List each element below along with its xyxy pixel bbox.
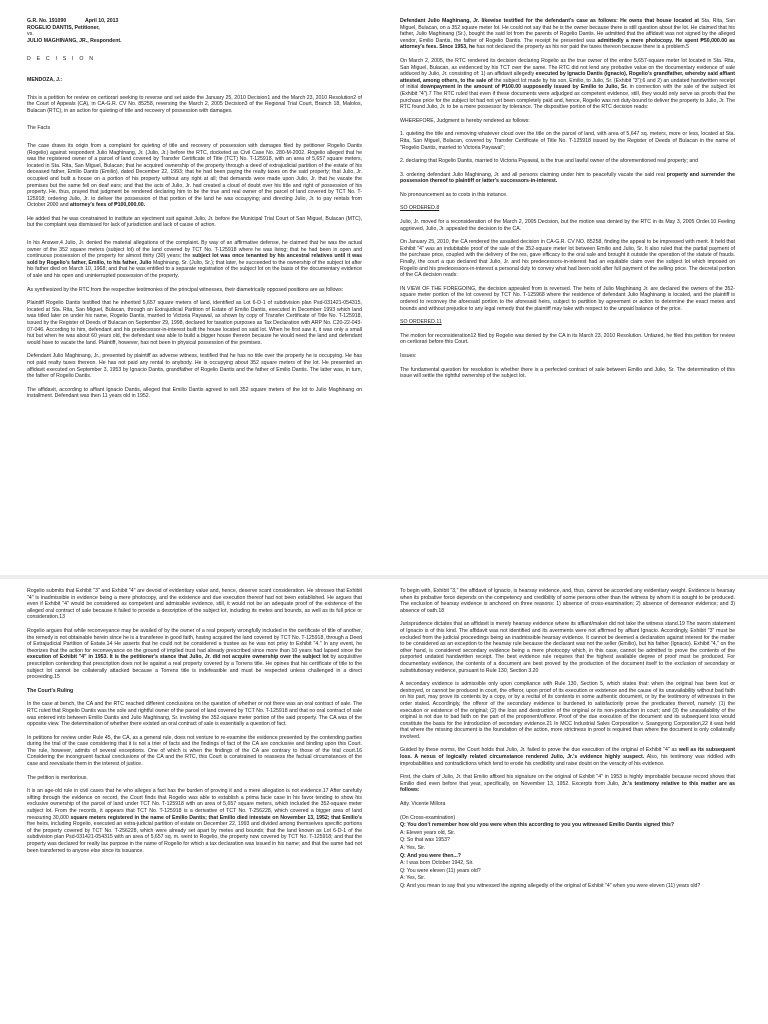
ponente: MENDOZA, J.: <box>27 76 63 83</box>
highlighted-text: downpayment in the amount of ₱100.00 supposedly issued by Emilio to Julio, Sr. <box>420 84 628 91</box>
section-heading: Issues: <box>400 352 417 359</box>
paragraph: The fundamental question for resolution is whether there is a perfected contract of sale between Emilio and Julio, Sr. The determination of this issue will settle the rightful ownership of the subject lot. <box>400 366 735 380</box>
paragraph: Julio, Jr. moved for a reconsideration of the March 2, 2005 Decision, but the motion was denied by the RTC in its May 3, 2005 Order.10 Feeling aggrieved, Julio, Jr. appealed the decision to the CA. <box>400 219 735 232</box>
paragraph: Defendant Julio Maghinang, Jr. likewise testified for the defendant's case as follows: He owns that house located at Sta. Rita, San Miguel, Bulacan, on a 352 square meter lot. He could not say that he is the owner because there is still question about the lot. He claimed that his father, Julio Maghinang (Sr.), bought the said lot from the parents of Rogelio Dantis. He admitted that the affidavit was not signed by the alleged vendor, Emilio Dantis, the father of Rogelio Dantis. The receipt he presented was admittedly a mere photocopy. He spent ₱50,000.00 as attorney's fees. Since 1953, he has not declared the property as his nor paid the taxes thereon because there is a problem.5 <box>400 18 735 51</box>
paragraph: The affidavit, according to affiant Ignacio Dantis, alleged that Emilio Dantis agreed to sell 352 square meters of the lot to Julio Maghinang on installment. Defendant was then 11 years old in 1952. <box>27 386 362 400</box>
attorney-name: Atty. Vicente Millora <box>400 801 446 808</box>
paragraph: As synthesized by the RTC from the respective testimonies of the principal witnesses, their diametrically opposed positions are as follows: <box>27 286 344 293</box>
page2-right-column <box>400 588 735 891</box>
paragraph: On March 2, 2005, the RTC rendered its decision declaring Rogelio as the true owner of the entire 5,657-square meter lot located in Sta. Rita, San Miguel, Bulacan, as evidenced by his TCT over the same. The RTC did not lend any probative value on the documentary evidence of sale adduced by Julio, Jr. consisting of: 1) an affidavit allegedly executed by Ignacio Dantis (Ignacio), Rogelio's grandfather, whereby said affiant attested, among others, to the sale of the subject lot made by his son, Emilio, to Julio, Sr. (Exhibit "3");6 and 2) an undated handwritten receipt of initial downpayment in the amount of ₱100.00 supposedly issued by Emilio to Julio, Sr. in connection with the sale of the subject lot (Exhibit "4").7 The RTC ruled that even if these documents were adjudged as competent evidence, still, they would only serve as proofs that the purchase price for the subject lot had not yet been completely paid and, hence, Rogelio was not duty-bound to deliver the property to Julio, Jr. The RTC found Julio, Jr. to be a mere possessor by tolerance. The dispositive portion of the RTC decision reads: <box>400 57 736 111</box>
page1-left-column <box>27 18 362 407</box>
paragraph: Jurisprudence dictates that an affidavit is merely hearsay evidence where its affiant/maker did not take the witness stand.19 The sworn statement of Ignacio is of this kind. The affidavit was not identified and its averments were not affirmed by affiant Ignacio. Accordingly, Exhibit "3" must be excluded from the judicial proceedings being an inadmissible hearsay evidence. It cannot be deemed a declaration against interest for the matter to be considered as an exception to the hearsay rule because the declarant was not the seller (Emilio), but his father (Ignacio). Exhibit "4," on the other hand, is considered secondary evidence being a mere photocopy which, in this case, cannot be admitted to prove the contents of the purported undated handwritten receipt. The best evidence rule requires that the highest available degree of proof must be produced. For documentary evidence, the contents of a document are best proved by the production of the document itself to the exclusion of secondary or substitutionary evidence, pursuant to Rule 130, Section 3.20 <box>400 621 735 674</box>
transcript-answer: A: Eleven years old, Sir. <box>400 829 456 836</box>
paragraph: No pronouncement as to costs in this instance. <box>400 191 508 198</box>
paragraph: IN VIEW OF THE FOREGOING, the decision appealed from is reversed. The heirs of Julio Maghinang Jr. are declared the owners of the 352-square meter portion of the lot covered by TCT No. T-125968 where the residence of defendant Julio Maghinang is located, and the plaintiff is ordered to reconvey the aforesaid portion to the aforesaid heirs, subject to partition by agreement or action to determine the exact metes and bounds and without prejudice to any legal remedy that the plaintiff may take with respect to the unpaid balance of the price. <box>400 285 735 312</box>
paragraph: To begin with, Exhibit "3," the affidavit of Ignacio, is hearsay evidence, and, thus, cannot be accorded any evidentiary weight. Evidence is hearsay when its probative force depends on the competency and credibility of some persons other than the witness by whom it is sought to be produced. The exclusion of hearsay evidence is anchored on three reasons: 1) absence of cross-examination; 2) absence of demeanor evidence; and 3) absence of oath.18 <box>400 588 735 614</box>
dispositive-item: 3. ordering defendant Julio Maghinang, Jr. and all persons claiming under him to peacefully vacate the said real property and surrender the possession thereof to plaintiff or latter's successors-in-interest. <box>400 171 735 185</box>
paragraph: He added that he was constrained to institute an ejectment suit against Julio, Jr. before the Municipal Trial Court of San Miguel, Bulacan (MTC), but the complaint was dismissed for lack of jurisdiction and lack of cause of action. <box>27 215 362 229</box>
so-ordered: SO ORDERED.8 <box>400 205 440 212</box>
petitioner-name: ROGELIO DANTIS, Petitioner, <box>27 24 100 31</box>
highlighted-text: Jr.'s testimony relative to this matter are as follows: <box>400 780 735 794</box>
highlighted-text: executed by Ignacio Dantis (Ignacio), Rogelio's grandfather, whereby said affiant attested, among others, to the sale of <box>400 71 736 84</box>
paragraph: WHEREFORE, Judgment is hereby rendered as follows: <box>400 117 530 124</box>
respondent-name: JULIO MAGHINANG, JR., Respondent. <box>27 37 122 44</box>
transcript-answer: A: Yes, Sir. <box>400 875 426 882</box>
page1-right-column <box>400 18 735 387</box>
paragraph: Guided by these norms, the Court holds that Julio, Jr. failed to prove the due execution of the original of Exhibit "4" as well as its subsequent loss. A nexus of logically related circumstance rendered Julio, Jr.'s evidence highly suspect. Also, his testimony was riddled with improbabilities and contradictions which tend to erode his credibility and raise doubt on the veracity of his evidence. <box>400 747 736 767</box>
decision-heading: D E C I S I O N <box>27 56 96 63</box>
transcript-question: Q: And you mean to say that you witnessed the signing allegedly of the original of Exhibit "4" when you were eleven (11) years old? <box>400 882 701 889</box>
highlighted-text: admittedly a mere photocopy. He spent ₱50,000.00 as attorney's fees. Since 1953, he <box>400 37 735 51</box>
so-ordered: SO ORDERED.11 <box>400 319 442 326</box>
transcript-question: Q: You don't remember how old you were when this according to you you witnessed Emilio Dantis signed this? <box>400 822 674 829</box>
highlighted-text: attorney's fees of ₱100,000.00. <box>69 202 146 209</box>
versus: vs. <box>27 31 34 38</box>
transcript-question: Q: And you were then...? <box>400 852 461 859</box>
highlighted-text: square meters registered in the name of Emilio Dantis; that Emilio died intestate on November 13, 1952; that Emilio's <box>70 814 362 821</box>
paragraph: It is an age-old rule in civil cases that he who alleges a fact has the burden of proving it and a mere allegation is not evidence.17 After carefully sifting through the evidence on record, the Court finds that Rogelio was able to establish a prima facie case in his favor tending to show his exclusive ownership of the parcel of land under TCT No. T-125918 with an area of 5,657 square meters, which included the 352-square meter subject lot. From the records, it appears that TCT No. T-125918 is a derivative of TCT No. T-256228, which covered a bigger area of land measuring 30,000 square meters registered in the name of Emilio Dantis; that Emilio died intestate on November 13, 1952; that Emilio's five heirs, including Rogelio, executed an extra-judicial partition of estate on December 22, 1993 and divided among themselves specific portions of the property covered by TCT No. T-256228, which were already set apart by metes and bounds; that the land known as Lot 6-D-1 of the subdivision plan Psd-031421-054315 with an area of 5,657 sq. m. went to Rogelio, the property now covered by TCT No. T-125918; and that the property was declared for realty tax purpose in the name of Rogelio for which a tax declaration was issued in his name; and that the same had not been transferred to anyone else since its issuance. <box>27 788 362 854</box>
transcript-question: Q: You were eleven (11) years old? <box>400 867 481 874</box>
paragraph: First, the claim of Julio, Jr. that Emilio affixed his signature on the original of Exhibit "4" in 1953 is highly improbable because record shows that Emilio died even before that year, specifically, on November 13, 1952. Excerpts from Julio, Jr.'s testimony relative to this matter are as follows: <box>400 774 735 794</box>
page2-left-column <box>27 588 362 861</box>
transcript-line: (On Cross-examination) <box>400 814 456 821</box>
paragraph: This is a petition for review on certiorari seeking to reverse and set aside the January 25, 2010 Decision1 and the March 23, 2010 Resolution2 of the Court of Appeals (CA), in CA-G.R. CV No. 85258, reversing the March 2, 2005 Decision3 of the Regional Trial Court, Branch 18, Malolos, Bulacan (RTC), in an action for quieting of title and recovery of possession with damages. <box>27 94 362 114</box>
paragraph: Rogelio submits that Exhibit "3" and Exhibit "4" are devoid of evidentiary value and, hence, deserve scant consideration. He stresses that Exhibit "4" is inadmissible in evidence being a mere photocopy, and the existence and due execution thereof had not been established. He argues that even if Exhibit "4" would be considered as competent and admissible evidence, still, it would not be an adequate proof of the existence of the alleged oral contract of sale because it failed to provide a description of the subject lot, including its metes and bounds, as well as its full price or consideration.13 <box>27 588 362 621</box>
transcript <box>400 815 735 890</box>
highlighted-text: execution of Exhibit "4" in 1953. It is the petitioner's stance that Julio, Jr. did not acquire ownership over the subject lot <box>27 654 329 661</box>
section-heading: The Facts <box>27 125 51 132</box>
transcript-question: Q: So that was 1953? <box>400 837 450 844</box>
paragraph: The motion for reconsideration12 filed by Rogelio was denied by the CA in its March 23, 2010 Resolution. Unfazed, he filed this petition for review on certiorari before this Court. <box>400 332 735 346</box>
paragraph: Plaintiff Rogelio Dantis testified that he inherited 5,657 square meters of land, identified as Lot 6-D-1 of subdivision plan Psd-031421-054315, located at Sta. Rita, San Miguel, Bulacan, through an Extrajudicial Partition of Estate of Emilio Dantis, executed in December 1993 which land was titled later on under his name, Rogelio Dantis, married to Victoria Payawal, as shown by copy of Transfer Certificate of Title No. T-125918, issued by the Register of Deeds of Bulacan on September 29, 1998, declared for taxation purposes as Tax Declaration with ARP No. C20-22-043-07-046. According to him, defendant and his predecessor-in-interest built the house located on said lot. When he first saw it, it was only a small hut but when he was about 60 years old, the defendant was able to build a bigger house thereon because he would need the land and defendant would have to vacate the land. Plaintiff, however, has not been in physical possession of the premises. <box>27 300 362 346</box>
case-date: April 10, 2013 <box>84 18 119 24</box>
paragraph: In the case at bench, the CA and the RTC reached different conclusions on the question of whether or not there was an oral contract of sale. The RTC ruled that Rogelio Dantis was the sole and rightful owner of the parcel of land covered by TCT No. T-125918 and that no oral contract of sale was entered into between Emilio Dantis and Julio Maghinang, Sr. involving the 352-square meter portion of the said property. The CA was of the opposite view. The determination of whether there existed an oral contract of sale is essentially a question of fact. <box>27 701 362 728</box>
case-header <box>27 18 362 44</box>
page-divider <box>0 575 768 579</box>
paragraph: Rogelio argues that while reconveyance may be availed of by the owner of a real property wrongfully included in the certificate of title of another, the remedy is not obtainable herein since he is a transferee in good faith, having acquired the land covered by TCT No. T-125918, through a Deed of Extrajudicial Partition of Estate.14 He asserts that he could not be considered a trustee as he was not privy to Exhibit "4." In any event, he theorizes that the action for reconveyance on the ground of implied trust had already prescribed since more than 10 years had lapsed since the execution of Exhibit "4" in 1953. It is the petitioner's stance that Julio, Jr. did not acquire ownership over the subject lot by acquisitive prescription contending that prescription does not lie against a real property covered by a Torrens title. He opines that his certificate of title to the subject lot cannot be collaterally attacked because a Torrens title is indefeasible and must be respected unless challenged in a direct proceeding.15 <box>27 627 363 681</box>
paragraph: In petitions for review under Rule 45, the CA, as a general rule, does not venture to re-examine the evidence presented by the contending parties during the trial of the case considering that it is not a trier of facts and the findings of fact of the CA are conclusive and binding upon this Court. The rule, however, admits of several exceptions. One of which is when the findings of the CA are contrary to those of the trial court.16 Considering the incongruent factual conclusions of the CA and the RTC, this Court is constrained to reassess the factual circumstances of the case and reevaluate them in the interest of justice. <box>27 734 362 768</box>
paragraph: Defendant Julio Maghinang, Jr., presented by plaintiff as adverse witness, testified that he has no title over the property he is occupying. He has not paid realty taxes thereon. He has not paid any rental to anybody. He is occupying about 352 square meters of the lot. He presented an affidavit executed on September 3, 1953 by Ignacio Dantis, grandfather of Rogelio Dantis and the father of Emilio Dantis. The latter was, in turn, the father of Rogelio Dantis. <box>27 353 362 380</box>
highlighted-text: Defendant Julio Maghinang, Jr. likewise testified for the defendant's case as follows: He owns that house located at <box>400 18 699 24</box>
transcript-answer: A: I was born October 1942, Sir. <box>400 860 474 867</box>
dispositive-item: 2. declaring that Rogelio Dantis, married to Victoria Payawal, is the true and lawful owner of the aforementioned real property; and <box>400 158 699 165</box>
paragraph: The petition is meritorious. <box>27 774 88 781</box>
paragraph: In his Answer,4 Julio, Jr. denied the material allegations of the complaint. By way of an affirmative defense, he claimed that he was the actual owner of the 352 square meters (subject lot) of the land covered by TCT No. T-125918 where he was living; that he had been in open and continuous possession of the property for almost thirty (30) years; the subject lot was once tenanted by his ancestral relatives until it was sold by Rogelio's father, Emilio, to his father, Julio Maghinang, Sr. (Julio, Sr.); that later, he succeeded to the ownership of the subject lot after his father died on March 10, 1968; and that he was entitled to a separate registration of the subject lot on the basis of the documentary evidence of sale and his open and uninterrupted possession of the property. <box>27 240 362 280</box>
transcript-answer: A: Yes, Sir. <box>400 845 426 851</box>
paragraph: A secondary evidence is admissible only upon compliance with Rule 130, Section 5, which states that: when the original has been lost or destroyed, or cannot be produced in court, the offeror, upon proof of its execution or existence and the cause of its unavailability without bad faith on his part, may prove its contents by a copy, or by a recital of its contents in some authentic document, or by the testimony of witnesses in the order stated. Accordingly, the offeror of the secondary evidence is burdened to satisfactorily prove the predicates thereof, namely: (1) the execution or existence of the original; (2) the loss and destruction of the original or its non-production in court; and (3) the unavailability of the original is not due to bad faith on the part of the proponent/offeror. Proof of the due execution of the document and its subsequent loss would constitute the basis for the introduction of secondary evidence.21 In MCC Industrial Sales Corporation v. Ssangyong Corporation,22 it was held that where the missing document is the foundation of the action, more strictness in proof is required than where the document is only collaterally involved. <box>400 681 735 740</box>
case-number: G.R. No. 191090 <box>27 18 67 24</box>
section-heading: The Court's Ruling <box>27 687 74 694</box>
highlighted-text: property and surrender the possession thereof to plaintiff or latter's successors-in-interest. <box>400 171 735 185</box>
highlighted-text: subject lot was once tenanted by his ancestral relatives until it was sold by Rogelio's father, Emilio, to his father, Julio <box>27 253 362 266</box>
dispositive-item: 1. quieting the title and removing whatever cloud over the title on the parcel of land, with area of 5,647 sq. meters, more or less, located at Sta. Rita, San Miguel, Bulacan, covered by Transfer Certificate of Title No. T-125918 issued by the Register of Deeds of Bulacan in the name of "Rogelio Dantis, married to Victoria Payawal"; <box>400 131 735 151</box>
paragraph: On January 25, 2010, the CA rendered the assailed decision in CA-G.R. CV NO. 85258, finding the appeal to be impressed with merit. It held that Exhibit "4" was an indubitable proof of the sale of the 352-square meter lot between Emilio and Julio, Sr. It also ruled that the partial payment of the purchase price, coupled with the delivery of the res, gave efficacy to the oral sale and brought it outside the operation of the statute of frauds. Finally, the court a quo declared that Julio, Jr. and his predecessors-in-interest had an equitable claim over the subject lot which imposed on Rogelio and his predecessors-in-interest a personal duty to convey what had been sold after full payment of the selling price. The decretal portion of the CA decision reads: <box>400 239 735 279</box>
paragraph: The case draws its origin from a complaint for quieting of title and recovery of possession with damages filed by petitioner Rogelio Dantis (Rogelio) against respondent Julio Maghinang, Jr. (Julio, Jr.) before the RTC, docketed as Civil Case No. 280-M-2002. Rogelio alleged that he was the registered owner of a parcel of land covered by Transfer Certificate of Title (TCT) No. T-125918, with an area of 5,657 square meters, located in Sta. Rita, San Miguel, Bulacan; that he acquired ownership of the property through a deed of extrajudicial partition of the estate of his deceased father, Emilio Dantis (Emilio), dated December 22, 1993; that he had been paying the realty taxes on the said property; that Julio, Jr. occupied and built a house on a portion of his property without any right at all; that demands were made upon Julio, Jr. that he vacate the premises but the same fell on deaf ears; and that the acts of Julio, Jr. had created a cloud of doubt over his title and right of possession of his property. He, thus, prayed that judgment be rendered declaring him to be the true and real owner of the parcel of land covered by TCT No. T-125918; ordering Julio, Jr. to deliver the possession of that portion of the land he was occupying; and directing Julio, Jr. to pay rentals from October 2000 and attorney's fees of ₱100,000.00. <box>27 142 362 209</box>
highlighted-text: well as its subsequent loss. A nexus of logically related circumstance rendered Julio, Jr.'s evidence highly suspect. <box>400 747 735 761</box>
